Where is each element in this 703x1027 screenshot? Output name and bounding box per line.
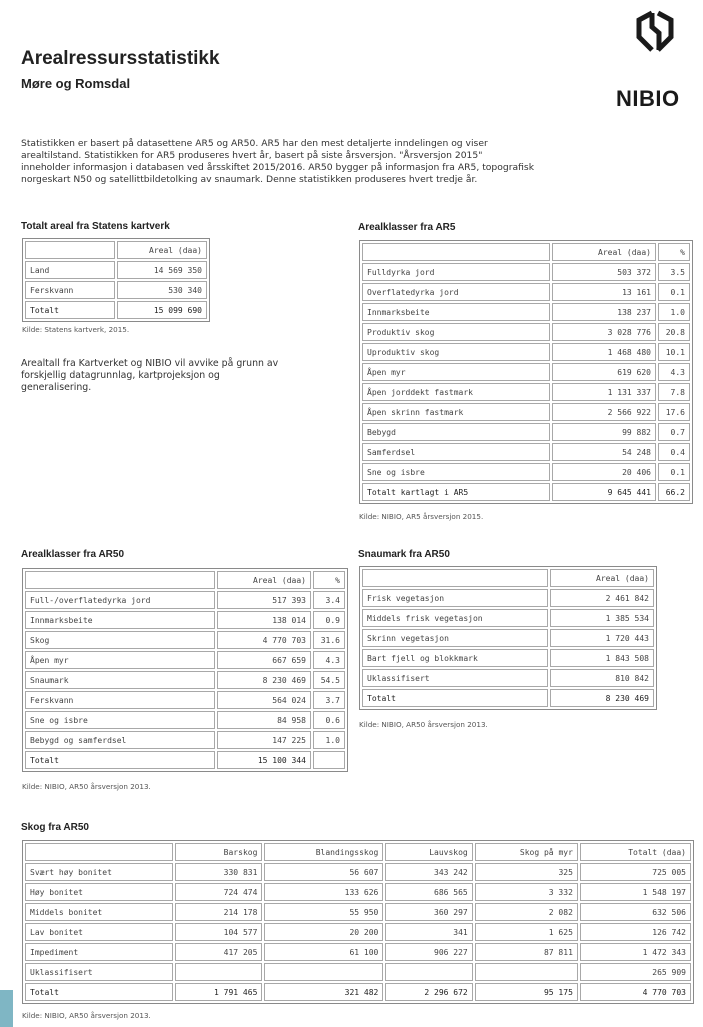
table-row: [25, 631, 345, 649]
row-value: 1 720 443: [550, 629, 654, 647]
row-value: 810 842: [550, 669, 654, 687]
cell: 2 082: [475, 903, 578, 921]
column-header: %: [313, 571, 345, 589]
cell: 95 175: [475, 983, 578, 1001]
table-row: [362, 383, 690, 401]
cell: 3 332: [475, 883, 578, 901]
row-value: 9 645 441: [552, 483, 656, 501]
cell: 330 831: [175, 863, 262, 881]
row-value: 3 028 776: [552, 323, 656, 341]
cell: 214 178: [175, 903, 262, 921]
note-line: Arealtall fra Kartverket og NIBIO vil avvike på grunn av: [21, 358, 279, 369]
row-value: 8 230 469: [217, 671, 311, 689]
row-percent: 10.1: [658, 343, 690, 361]
table-header-row: [25, 843, 691, 861]
row-value: 667 659: [217, 651, 311, 669]
row-label: Totalt: [25, 751, 215, 769]
row-percent: 3.7: [313, 691, 345, 709]
row-value: 564 024: [217, 691, 311, 709]
cell: 341: [385, 923, 472, 941]
table-row: [25, 963, 691, 981]
cell: 133 626: [264, 883, 383, 901]
cell: 725 005: [580, 863, 691, 881]
row-value: 530 340: [117, 281, 207, 299]
table-row: [362, 263, 690, 281]
cell: 686 565: [385, 883, 472, 901]
row-percent: 0.4: [658, 443, 690, 461]
table-row: [25, 691, 345, 709]
row-percent: 66.2: [658, 483, 690, 501]
row-percent: 4.3: [313, 651, 345, 669]
column-header: Totalt (daa): [580, 843, 691, 861]
table-row: [362, 363, 690, 381]
row-percent: 1.0: [313, 731, 345, 749]
row-value: 138 014: [217, 611, 311, 629]
row-value: 20 406: [552, 463, 656, 481]
skog-heading: Skog fra AR50: [21, 822, 89, 833]
row-percent: 20.8: [658, 323, 690, 341]
row-label: Uklassifisert: [25, 963, 173, 981]
row-percent: 0.7: [658, 423, 690, 441]
row-label: Full-/overflatedyrka jord: [25, 591, 215, 609]
cell: 724 474: [175, 883, 262, 901]
row-label: Produktiv skog: [362, 323, 550, 341]
row-percent: 1.0: [658, 303, 690, 321]
table-row: [25, 591, 345, 609]
row-label: Uproduktiv skog: [362, 343, 550, 361]
table-row-total: [25, 983, 691, 1001]
table-row: [25, 943, 691, 961]
row-label: Impediment: [25, 943, 173, 961]
column-header: Areal (daa): [550, 569, 654, 587]
note-line: forskjellig datagrunnlag, kartprojeksjon og: [21, 370, 220, 381]
column-header: Lauvskog: [385, 843, 472, 861]
table-row-total: [362, 483, 690, 501]
difference-note: [21, 358, 361, 394]
row-value: 2 461 842: [550, 589, 654, 607]
table-row: [25, 731, 345, 749]
row-label: Fulldyrka jord: [362, 263, 550, 281]
row-label: Totalt: [25, 301, 115, 319]
table-row: [362, 343, 690, 361]
source-note: Kilde: Statens kartverk, 2015.: [22, 325, 130, 334]
column-header: Areal (daa): [217, 571, 311, 589]
row-value: 1 385 534: [550, 609, 654, 627]
source-note: Kilde: NIBIO, AR50 årsversjon 2013.: [22, 1011, 151, 1020]
row-value: 1 468 480: [552, 343, 656, 361]
intro-line: Statistikken er basert på datasettene AR5 og AR50. AR5 har den mest detaljerte inndelingen og viser: [21, 138, 488, 149]
column-header: Skog på myr: [475, 843, 578, 861]
skog-table: [22, 840, 694, 1004]
column-header: Areal (daa): [552, 243, 656, 261]
cell: 1 472 343: [580, 943, 691, 961]
row-label: Middels frisk vegetasjon: [362, 609, 548, 627]
note-line: generalisering.: [21, 382, 92, 393]
row-value: 503 372: [552, 263, 656, 281]
cell: 61 100: [264, 943, 383, 961]
cell: [175, 963, 262, 981]
row-value: 1 843 508: [550, 649, 654, 667]
row-value: 4 770 703: [217, 631, 311, 649]
table-row: [25, 923, 691, 941]
table-row: [25, 611, 345, 629]
row-percent: 0.9: [313, 611, 345, 629]
table-row: [362, 443, 690, 461]
logo-text: NIBIO: [616, 86, 680, 111]
row-percent: 4.3: [658, 363, 690, 381]
table-row: [362, 423, 690, 441]
table-row: [25, 863, 691, 881]
cell: [475, 963, 578, 981]
table-row: [362, 403, 690, 421]
column-header: Barskog: [175, 843, 262, 861]
cell: 321 482: [264, 983, 383, 1001]
edge-accent: [0, 990, 13, 1027]
table-header-row: [25, 241, 207, 259]
cell: 104 577: [175, 923, 262, 941]
row-label: Bart fjell og blokkmark: [362, 649, 548, 667]
table-row: [362, 589, 654, 607]
row-label: Land: [25, 261, 115, 279]
cell: 360 297: [385, 903, 472, 921]
cell: 56 607: [264, 863, 383, 881]
column-header: %: [658, 243, 690, 261]
intro-line: norgeskart N50 og satellittbildetolking av snaumark. Denne statistikken produseres hvert tredje år.: [21, 174, 478, 185]
cell: 1 625: [475, 923, 578, 941]
table-row: [25, 711, 345, 729]
row-label: Uklassifisert: [362, 669, 548, 687]
table-row: [25, 651, 345, 669]
table-row: [362, 649, 654, 667]
row-value: 138 237: [552, 303, 656, 321]
table-header-row: [25, 571, 345, 589]
row-label: Skog: [25, 631, 215, 649]
cell: 265 909: [580, 963, 691, 981]
cell: 1 548 197: [580, 883, 691, 901]
row-label: Bebygd og samferdsel: [25, 731, 215, 749]
intro-line: arealtilstand. Statistikken for AR5 produseres hvert år, basert på siste årsversjon. "Årsversjon 2015": [21, 150, 483, 161]
row-label: Ferskvann: [25, 691, 215, 709]
row-value: 99 882: [552, 423, 656, 441]
row-label: Samferdsel: [362, 443, 550, 461]
row-percent: 0.6: [313, 711, 345, 729]
table-row: [25, 261, 207, 279]
total-area-heading: Totalt areal fra Statens kartverk: [21, 221, 170, 232]
row-value: 619 620: [552, 363, 656, 381]
table-row: [362, 609, 654, 627]
table-row: [25, 671, 345, 689]
row-label: Ferskvann: [25, 281, 115, 299]
row-label: Snaumark: [25, 671, 215, 689]
total-area-table: [22, 238, 210, 322]
row-value: 54 248: [552, 443, 656, 461]
ar50-table: [22, 568, 348, 772]
cell: 20 200: [264, 923, 383, 941]
column-header: Areal (daa): [117, 241, 207, 259]
ar5-heading: Arealklasser fra AR5: [358, 222, 456, 233]
row-label: Høy bonitet: [25, 883, 173, 901]
source-note: Kilde: NIBIO, AR50 årsversjon 2013.: [359, 720, 488, 729]
cell: 417 205: [175, 943, 262, 961]
row-label: Sne og isbre: [25, 711, 215, 729]
cell: 632 506: [580, 903, 691, 921]
row-label: Skrinn vegetasjon: [362, 629, 548, 647]
row-value: 15 099 690: [117, 301, 207, 319]
cell: [264, 963, 383, 981]
cell: 4 770 703: [580, 983, 691, 1001]
table-header-row: [362, 569, 654, 587]
row-label: Totalt kartlagt i AR5: [362, 483, 550, 501]
intro-line: inneholder informasjon i databasen ved årsskiftet 2015/2016. AR50 bygger på informasjon fra AR5, topografisk: [21, 162, 535, 173]
row-label: Sne og isbre: [362, 463, 550, 481]
row-label: Overflatedyrka jord: [362, 283, 550, 301]
row-value: 15 100 344: [217, 751, 311, 769]
cell: 2 296 672: [385, 983, 472, 1001]
snaumark-heading: Snaumark fra AR50: [358, 549, 450, 560]
row-value: 517 393: [217, 591, 311, 609]
row-label: Åpen skrinn fastmark: [362, 403, 550, 421]
row-percent: 0.1: [658, 283, 690, 301]
source-note: Kilde: NIBIO, AR50 årsversjon 2013.: [22, 782, 151, 791]
intro-paragraph: [21, 138, 693, 186]
row-label: Innmarksbeite: [25, 611, 215, 629]
cell: 87 811: [475, 943, 578, 961]
row-label: Bebygd: [362, 423, 550, 441]
row-value: 147 225: [217, 731, 311, 749]
row-percent: [313, 751, 345, 769]
column-header: Blandingsskog: [264, 843, 383, 861]
table-row: [362, 303, 690, 321]
row-label: Svært høy bonitet: [25, 863, 173, 881]
row-label: Totalt: [25, 983, 173, 1001]
nibio-logo-icon: [632, 10, 678, 54]
cell: 343 242: [385, 863, 472, 881]
row-percent: 0.1: [658, 463, 690, 481]
snaumark-table: [359, 566, 657, 710]
table-row-total: [362, 689, 654, 707]
table-row: [25, 883, 691, 901]
row-percent: 3.5: [658, 263, 690, 281]
row-label: Åpen jorddekt fastmark: [362, 383, 550, 401]
row-value: 84 958: [217, 711, 311, 729]
cell: 126 742: [580, 923, 691, 941]
row-label: Åpen myr: [25, 651, 215, 669]
ar50-heading: Arealklasser fra AR50: [21, 549, 125, 560]
source-note: Kilde: NIBIO, AR5 årsversjon 2015.: [359, 512, 484, 521]
row-label: Åpen myr: [362, 363, 550, 381]
page-title: Arealressursstatistikk: [21, 48, 220, 69]
row-value: 8 230 469: [550, 689, 654, 707]
table-row: [25, 281, 207, 299]
row-label: Middels bonitet: [25, 903, 173, 921]
table-row-total: [25, 751, 345, 769]
table-row: [362, 669, 654, 687]
row-value: 13 161: [552, 283, 656, 301]
page-subtitle: Møre og Romsdal: [21, 76, 131, 91]
row-label: Innmarksbeite: [362, 303, 550, 321]
row-value: 14 569 350: [117, 261, 207, 279]
table-row-total: [25, 301, 207, 319]
table-row: [25, 903, 691, 921]
row-percent: 31.6: [313, 631, 345, 649]
table-header-row: [362, 243, 690, 261]
cell: 906 227: [385, 943, 472, 961]
cell: 55 950: [264, 903, 383, 921]
row-value: 1 131 337: [552, 383, 656, 401]
row-label: Frisk vegetasjon: [362, 589, 548, 607]
row-value: 2 566 922: [552, 403, 656, 421]
row-percent: 3.4: [313, 591, 345, 609]
row-label: Totalt: [362, 689, 548, 707]
row-percent: 7.8: [658, 383, 690, 401]
row-percent: 17.6: [658, 403, 690, 421]
row-percent: 54.5: [313, 671, 345, 689]
cell: 325: [475, 863, 578, 881]
cell: [385, 963, 472, 981]
ar5-table: [359, 240, 693, 504]
table-row: [362, 283, 690, 301]
table-row: [362, 323, 690, 341]
table-row: [362, 463, 690, 481]
cell: 1 791 465: [175, 983, 262, 1001]
row-label: Lav bonitet: [25, 923, 173, 941]
table-row: [362, 629, 654, 647]
